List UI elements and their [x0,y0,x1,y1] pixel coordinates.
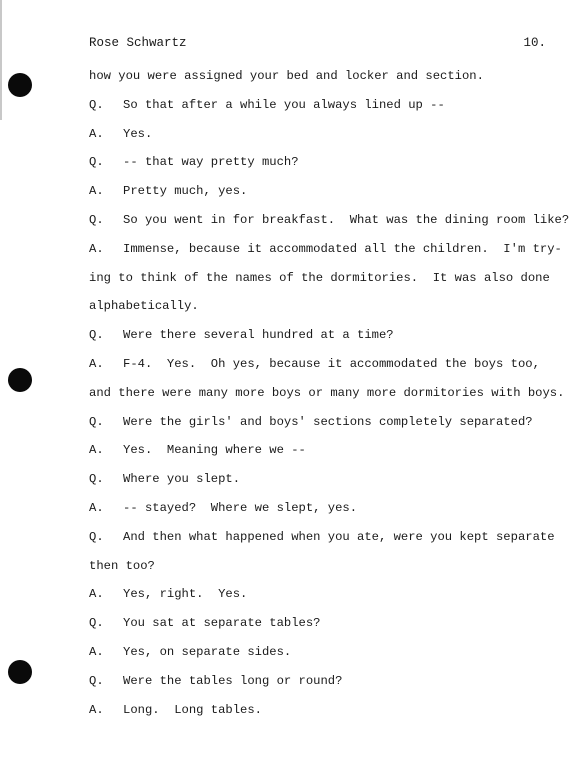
speaker-label: A. [89,241,104,256]
line-text: how you were assigned your bed and locker and section. [89,69,484,83]
speaker-label: Q. [89,155,104,170]
line-text: -- stayed? Where we slept, yes. [123,500,358,515]
transcript-line [89,638,551,667]
binder-hole [8,368,32,392]
line-text: Where you slept. [123,472,241,487]
line-text: Pretty much, yes. [123,184,248,199]
speaker-label: Q. [89,616,104,631]
transcript-line [89,264,551,293]
speaker-label: Q. [89,529,104,544]
speaker-label: A. [89,443,104,458]
transcript-line [89,465,551,494]
line-text: So you went in for breakfast. What was the dining room like? [123,212,570,227]
line-text: Yes. [123,126,153,141]
speaker-label: A. [89,126,104,141]
line-text: alphabetically. [89,299,199,314]
transcript-line [89,552,551,581]
speaker-label: A. [89,702,104,717]
line-text: then too? [89,558,155,573]
interviewee-name: Rose Schwartz [89,36,187,50]
page-number: 10. [523,36,546,50]
transcript-line [89,667,551,696]
speaker-label: A. [89,184,104,199]
transcript-line [89,436,551,465]
transcript-line [89,62,551,91]
speaker-label: A. [89,500,104,515]
speaker-label: Q. [89,212,104,227]
transcript-line [89,696,551,725]
line-text: You sat at separate tables? [123,616,321,631]
transcript-line [89,120,551,149]
transcript-line [89,523,555,552]
speaker-label: Q. [89,97,104,112]
transcript-line [89,494,551,523]
transcript-line [89,321,551,350]
line-text: Were there several hundred at a time? [123,328,394,343]
speaker-label: Q. [89,673,104,688]
transcript-line [89,580,551,609]
speaker-label: A. [89,356,104,371]
line-text: Were the tables long or round? [123,673,343,688]
speaker-label: Q. [89,472,104,487]
line-text: -- that way pretty much? [123,155,299,170]
line-text: and there were many more boys or many more dormitories with boys. [89,385,565,400]
speaker-label: Q. [89,414,104,429]
page-edge-shadow [0,0,2,120]
line-text: ing to think of the names of the dormitories. It was also done [89,270,550,285]
binder-hole [8,73,32,97]
transcript-line [89,408,551,437]
line-text: Were the girls' and boys' sections completely separated? [123,414,533,429]
speaker-label: Q. [89,328,104,343]
line-text: F-4. Yes. Oh yes, because it accommodated the boys too, [123,356,540,371]
speaker-label: A. [89,587,104,602]
transcript-line [89,609,551,638]
line-text: And then what happened when you ate, were you kept separate [123,529,555,544]
speaker-label: A. [89,644,104,659]
transcript-line [89,379,565,408]
transcript-body [89,62,570,724]
transcript-line [89,177,551,206]
page-header [89,36,546,56]
transcript-line [89,292,551,321]
transcript-line [89,206,570,235]
transcript-line [89,350,551,379]
line-text: Immense, because it accommodated all the children. I'm try- [123,241,562,256]
transcript-line [89,235,562,264]
line-text: Yes. Meaning where we -- [123,443,306,458]
transcript-line [89,91,551,120]
line-text: Long. Long tables. [123,702,262,717]
line-text: Yes, right. Yes. [123,587,248,602]
line-text: So that after a while you always lined up -- [123,97,445,112]
transcript-line [89,148,551,177]
line-text: Yes, on separate sides. [123,644,292,659]
binder-hole [8,660,32,684]
